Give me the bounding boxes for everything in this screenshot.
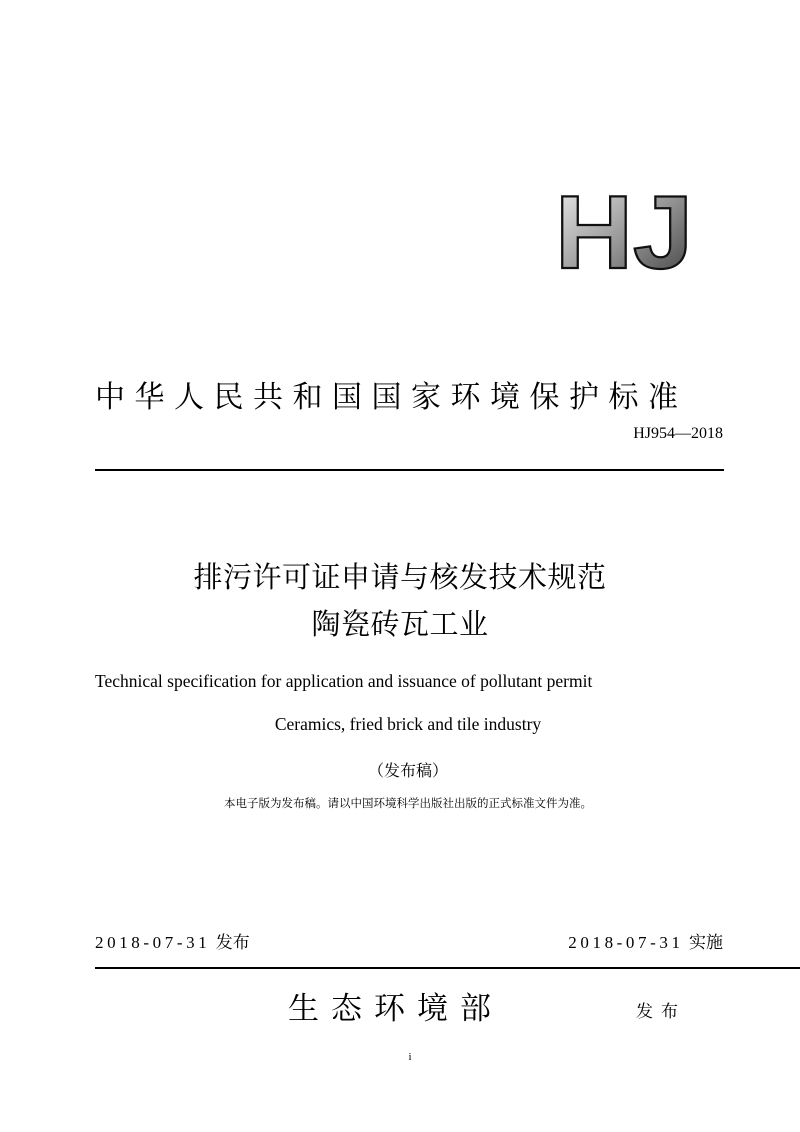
hj-logo	[555, 190, 695, 272]
issuer-suffix: 发布	[636, 1002, 686, 1022]
en-title-line-2: Ceramics, fried brick and tile industry	[274, 714, 542, 734]
draft-label: （发布稿）	[367, 761, 448, 780]
publish-label: 发布	[215, 933, 250, 953]
standard-number: HJ954—2018	[633, 425, 723, 442]
en-title-line-1: Technical specification for application and issuance of pollutant permit	[95, 671, 593, 691]
page-number: i	[408, 1051, 412, 1063]
implement-date: 2018-07-31	[568, 933, 684, 952]
hj-logo-text: HJ	[555, 190, 693, 272]
publish-date: 2018-07-31	[95, 933, 211, 952]
implement-label: 实施	[689, 933, 723, 953]
issuer-name: 生态环境部	[288, 991, 503, 1027]
cn-title-line-1: 排污许可证申请与核发技术规范	[193, 560, 607, 594]
implement-date-row	[568, 928, 723, 953]
bottom-divider	[95, 967, 800, 969]
top-divider	[95, 469, 724, 471]
publish-date-row	[95, 928, 250, 953]
cn-title-line-2: 陶瓷砖瓦工业	[311, 607, 489, 641]
edition-notice: 本电子版为发布稿。请以中国环境科学出版社出版的正式标准文件为准。	[224, 796, 592, 810]
standard-series-title: 中华人民共和国国家环境保护标准	[95, 380, 688, 415]
